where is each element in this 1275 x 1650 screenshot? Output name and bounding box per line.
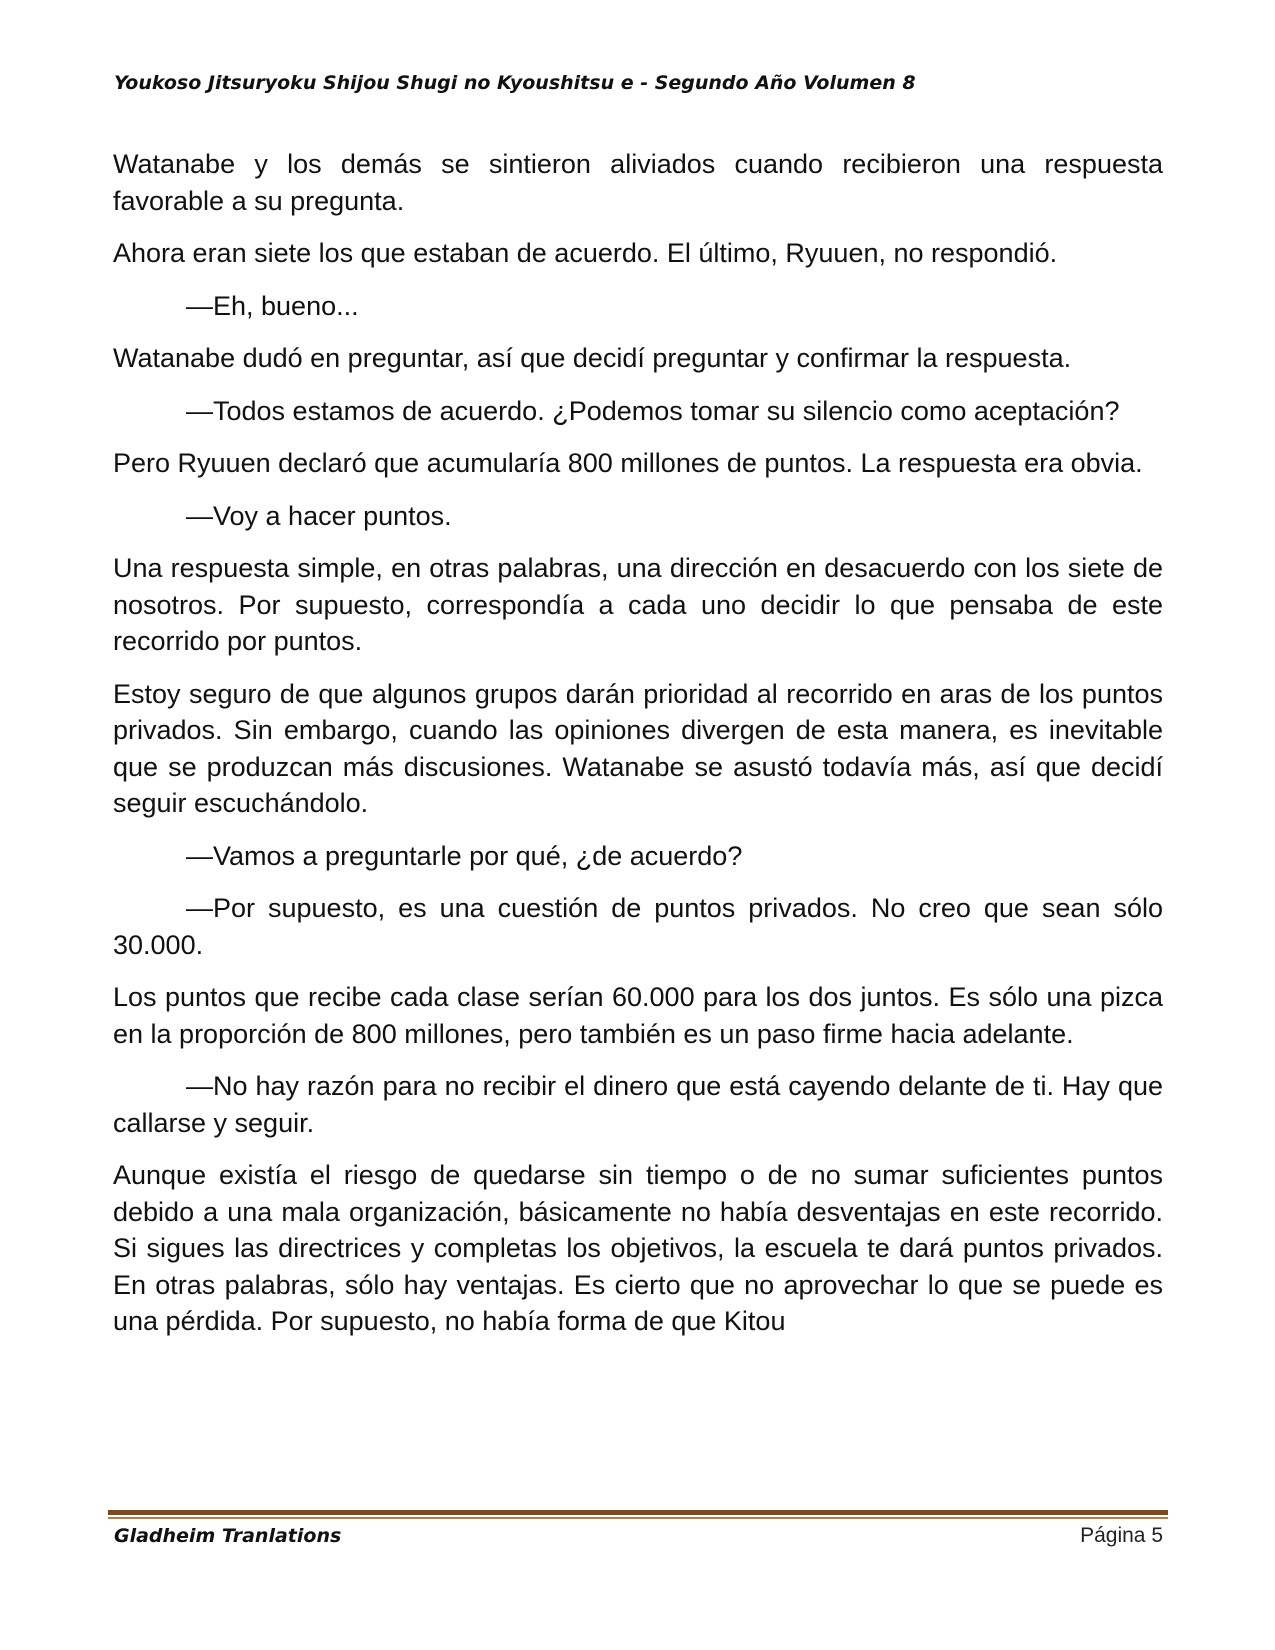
body-text bbox=[113, 146, 1163, 1356]
footer-credit: Gladheim Tranlations bbox=[114, 1525, 342, 1547]
paragraph: Estoy seguro de que algunos grupos darán prioridad al recorrido en aras de los puntos privados. Sin embargo, cuando las opiniones divergen de esta manera, es inevitable que se produzcan más discusiones. Watanabe se asustó todavía más, así que decidí seguir escuchándolo. bbox=[113, 678, 1163, 818]
dialogue-line: —No hay razón para no recibir el dinero que está cayendo delante de ti. Hay que callarse y seguir. bbox=[113, 1071, 1163, 1138]
paragraph: Watanabe y los demás se sintieron aliviados cuando recibieron una respuesta favorable a su pregunta. bbox=[113, 149, 1163, 216]
paragraph: Ahora eran siete los que estaban de acuerdo. El último, Ryuuen, no respondió. bbox=[113, 238, 1058, 268]
paragraph: Watanabe dudó en preguntar, así que decidí preguntar y confirmar la respuesta. bbox=[113, 343, 1072, 373]
paragraph: Una respuesta simple, en otras palabras, una dirección en desacuerdo con los siete de nosotros. Por supuesto, correspondía a cada uno decidir lo que pensaba de este recorrido por puntos. bbox=[113, 553, 1163, 656]
page-label: Página bbox=[1080, 1524, 1146, 1547]
paragraph: Pero Ryuuen declaró que acumularía 800 millones de puntos. La respuesta era obvia. bbox=[113, 448, 1143, 478]
dialogue-line: —Voy a hacer puntos. bbox=[186, 500, 452, 531]
page-number-value: 5 bbox=[1151, 1524, 1163, 1547]
running-header: Youkoso Jitsuryoku Shijou Shugi no Kyoushitsu e - Segundo Año Volumen 8 bbox=[114, 72, 916, 94]
paragraph: Los puntos que recibe cada clase serían 60.000 para los dos juntos. Es sólo una pizca en la proporción de 800 millones, pero también es un paso firme hacia adelante. bbox=[113, 982, 1163, 1049]
page-number bbox=[1080, 1524, 1163, 1548]
dialogue-line: —Por supuesto, es una cuestión de puntos privados. No creo que sean sólo 30.000. bbox=[113, 893, 1163, 960]
dialogue-line: —Eh, bueno... bbox=[186, 290, 359, 321]
dialogue-line: —Todos estamos de acuerdo. ¿Podemos tomar su silencio como aceptación? bbox=[186, 395, 1120, 426]
footer-rule bbox=[108, 1510, 1168, 1515]
paragraph: Aunque existía el riesgo de quedarse sin tiempo o de no sumar suficientes puntos debido a una mala organización, básicamente no había desventajas en este recorrido. Si sigues las directrices y completas los objetivos, la escuela te dará puntos privados. En otras palabras, sólo hay ventajas. Es cierto que no aprovechar lo que se puede es una pérdida. Por supuesto, no había forma de que Kitou bbox=[113, 1160, 1163, 1336]
footer-rule-thin bbox=[108, 1517, 1168, 1519]
dialogue-line: —Vamos a preguntarle por qué, ¿de acuerdo? bbox=[186, 840, 743, 871]
